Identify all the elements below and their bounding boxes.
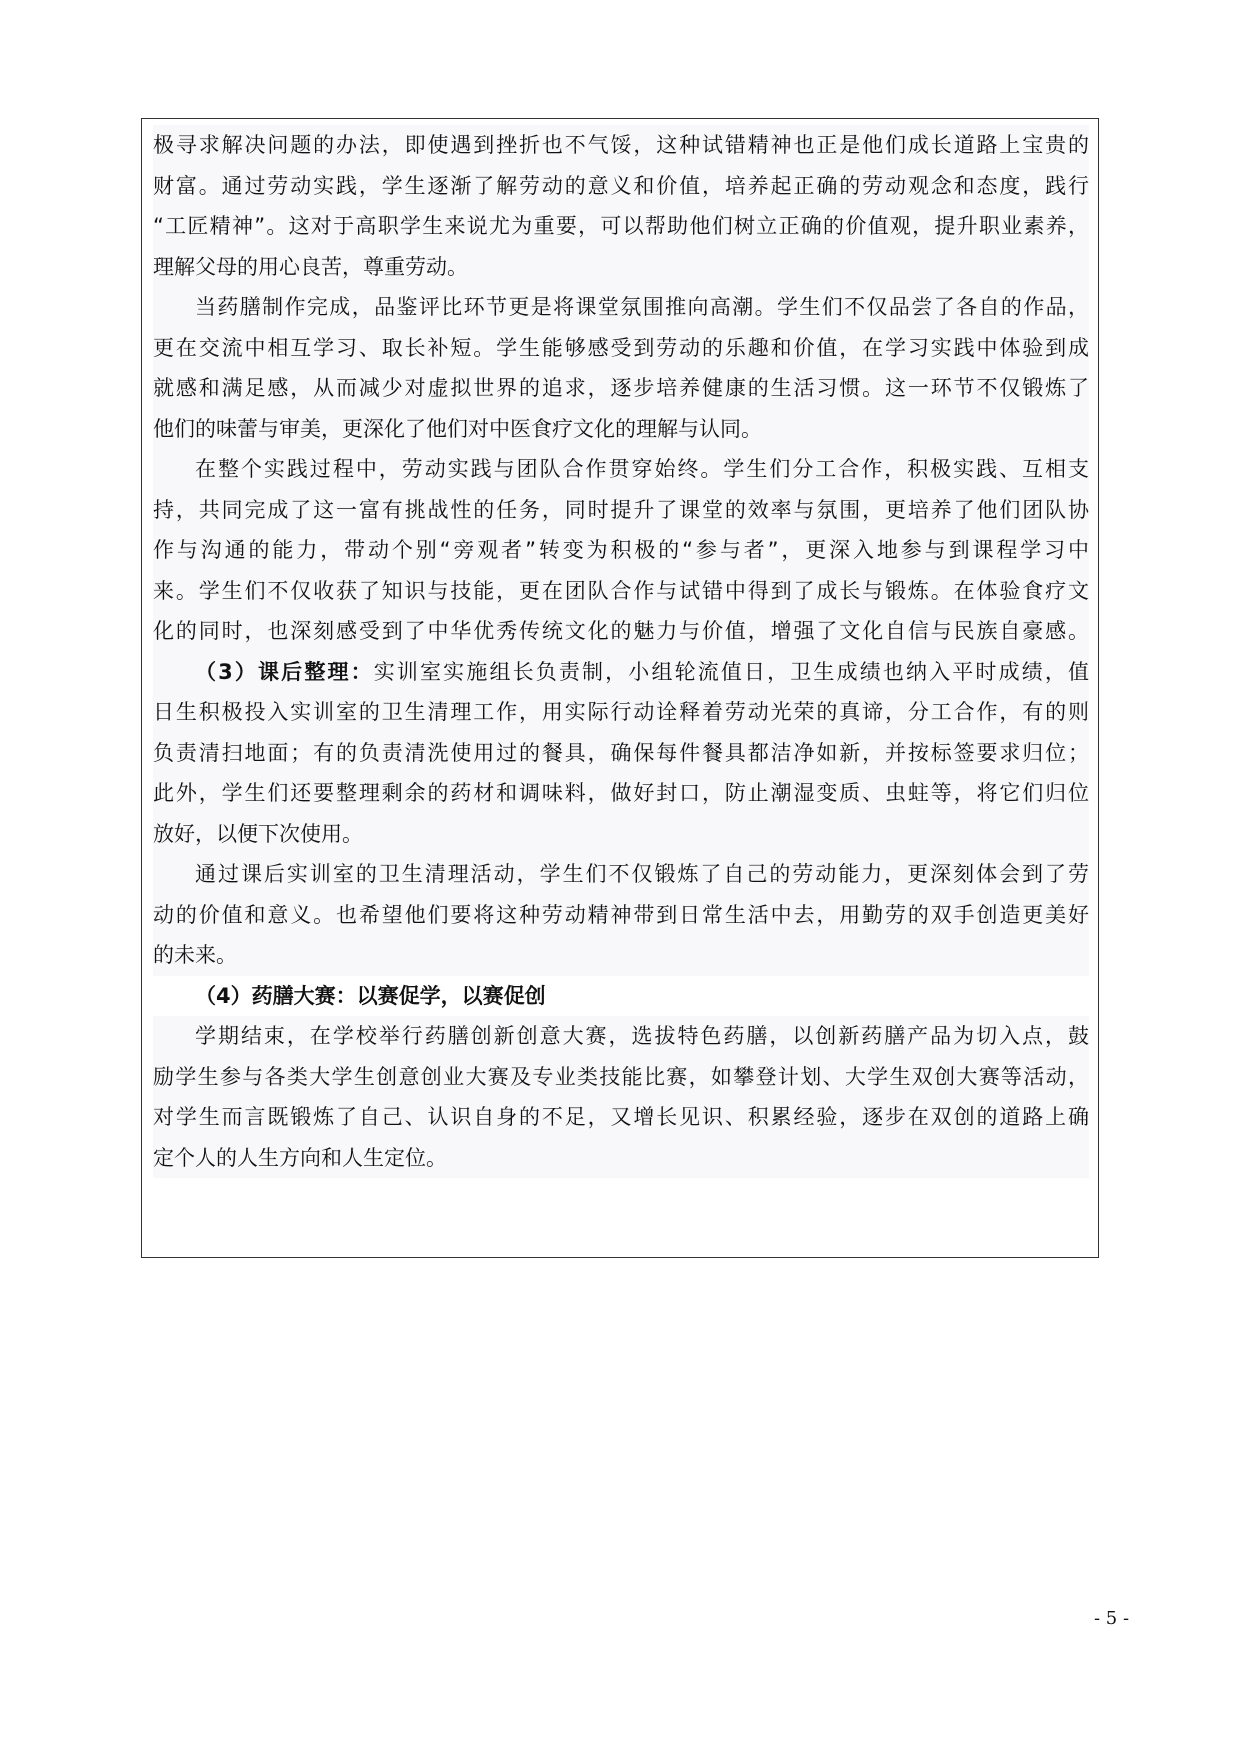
- text-line: 就感和满足感，从而减少对虚拟世界的追求，逐步培养健康的生活习惯。这一环节不仅锻炼了: [153, 368, 1089, 409]
- text-line: [153, 652, 1089, 693]
- text-line: 负责清扫地面；有的负责清洗使用过的餐具，确保每件餐具都洁净如新，并按标签要求归位；: [153, 733, 1089, 774]
- paragraph-after-class-cleanup: [153, 652, 1089, 855]
- text-line: 日生积极投入实训室的卫生清理工作，用实际行动诠释着劳动光荣的真谛，分工合作，有的则: [153, 692, 1089, 733]
- text-line: 定个人的人生方向和人生定位。: [153, 1138, 1089, 1179]
- text-line: 财富。通过劳动实践，学生逐渐了解劳动的意义和价值，培养起正确的劳动观念和态度，践行: [153, 166, 1089, 207]
- text-line: 学期结束，在学校举行药膳创新创意大赛，选拔特色药膳，以创新药膳产品为切入点，鼓: [153, 1016, 1089, 1057]
- text-line: 更在交流中相互学习、取长补短。学生能够感受到劳动的乐趣和价值，在学习实践中体验到成: [153, 328, 1089, 369]
- text-line: 此外，学生们还要整理剩余的药材和调味料，做好封口，防止潮湿变质、虫蛀等，将它们归位: [153, 773, 1089, 814]
- text-line: 化的同时，也深刻感受到了中华优秀传统文化的魅力与价值，增强了文化自信与民族自豪感。: [153, 611, 1089, 652]
- text-line: 当药膳制作完成，品鉴评比环节更是将课堂氛围推向高潮。学生们不仅品尝了各自的作品，: [153, 287, 1089, 328]
- text-line: “工匠精神”。这对于高职学生来说尤为重要，可以帮助他们树立正确的价值观，提升职业素养，: [153, 206, 1089, 247]
- text-line: 放好，以便下次使用。: [153, 814, 1089, 855]
- text-line: 励学生参与各类大学生创意创业大赛及专业类技能比赛，如攀登计划、大学生双创大赛等活动，: [153, 1057, 1089, 1098]
- section-heading-competition: （4）药膳大赛：以赛促学，以赛促创: [195, 983, 546, 1008]
- paragraph-cleanup-reflection: [153, 854, 1089, 976]
- text-line: 他们的味蕾与审美，更深化了他们对中医食疗文化的理解与认同。: [153, 409, 1089, 450]
- paragraph-tasting-evaluation: [153, 287, 1089, 449]
- text-line: 理解父母的用心良苦，尊重劳动。: [153, 247, 1089, 288]
- text-line: 作与沟通的能力，带动个别“旁观者”转变为积极的“参与者”，更深入地参与到课程学习中: [153, 530, 1089, 571]
- page-number: - 5 -: [1094, 1608, 1130, 1629]
- text-line: 通过课后实训室的卫生清理活动，学生们不仅锻炼了自己的劳动能力，更深刻体会到了劳: [153, 854, 1089, 895]
- document-body: [153, 125, 1089, 1178]
- section-heading: （3）课后整理：: [195, 659, 374, 684]
- text-line: 来。学生们不仅收获了知识与技能，更在团队合作与试错中得到了成长与锻炼。在体验食疗文: [153, 571, 1089, 612]
- text-line: 动的价值和意义。也希望他们要将这种劳动精神带到日常生活中去，用勤劳的双手创造更美好: [153, 895, 1089, 936]
- text-line: 持，共同完成了这一富有挑战性的任务，同时提升了课堂的效率与氛围，更培养了他们团队协: [153, 490, 1089, 531]
- text-line: 的未来。: [153, 935, 1089, 976]
- text-line: 对学生而言既锻炼了自己、认识自身的不足，又增长见识、积累经验，逐步在双创的道路上确: [153, 1097, 1089, 1138]
- paragraph-practice-value: [153, 125, 1089, 287]
- text-line: 极寻求解决问题的办法，即使遇到挫折也不气馁，这种试错精神也正是他们成长道路上宝贵的: [153, 125, 1089, 166]
- paragraph-teamwork: [153, 449, 1089, 652]
- text-line: 在整个实践过程中，劳动实践与团队合作贯穿始终。学生们分工合作，积极实践、互相支: [153, 449, 1089, 490]
- text-run: 实训室实施组长负责制，小组轮流值日，卫生成绩也纳入平时成绩，值: [373, 659, 1089, 684]
- paragraph-competition: [153, 1016, 1089, 1178]
